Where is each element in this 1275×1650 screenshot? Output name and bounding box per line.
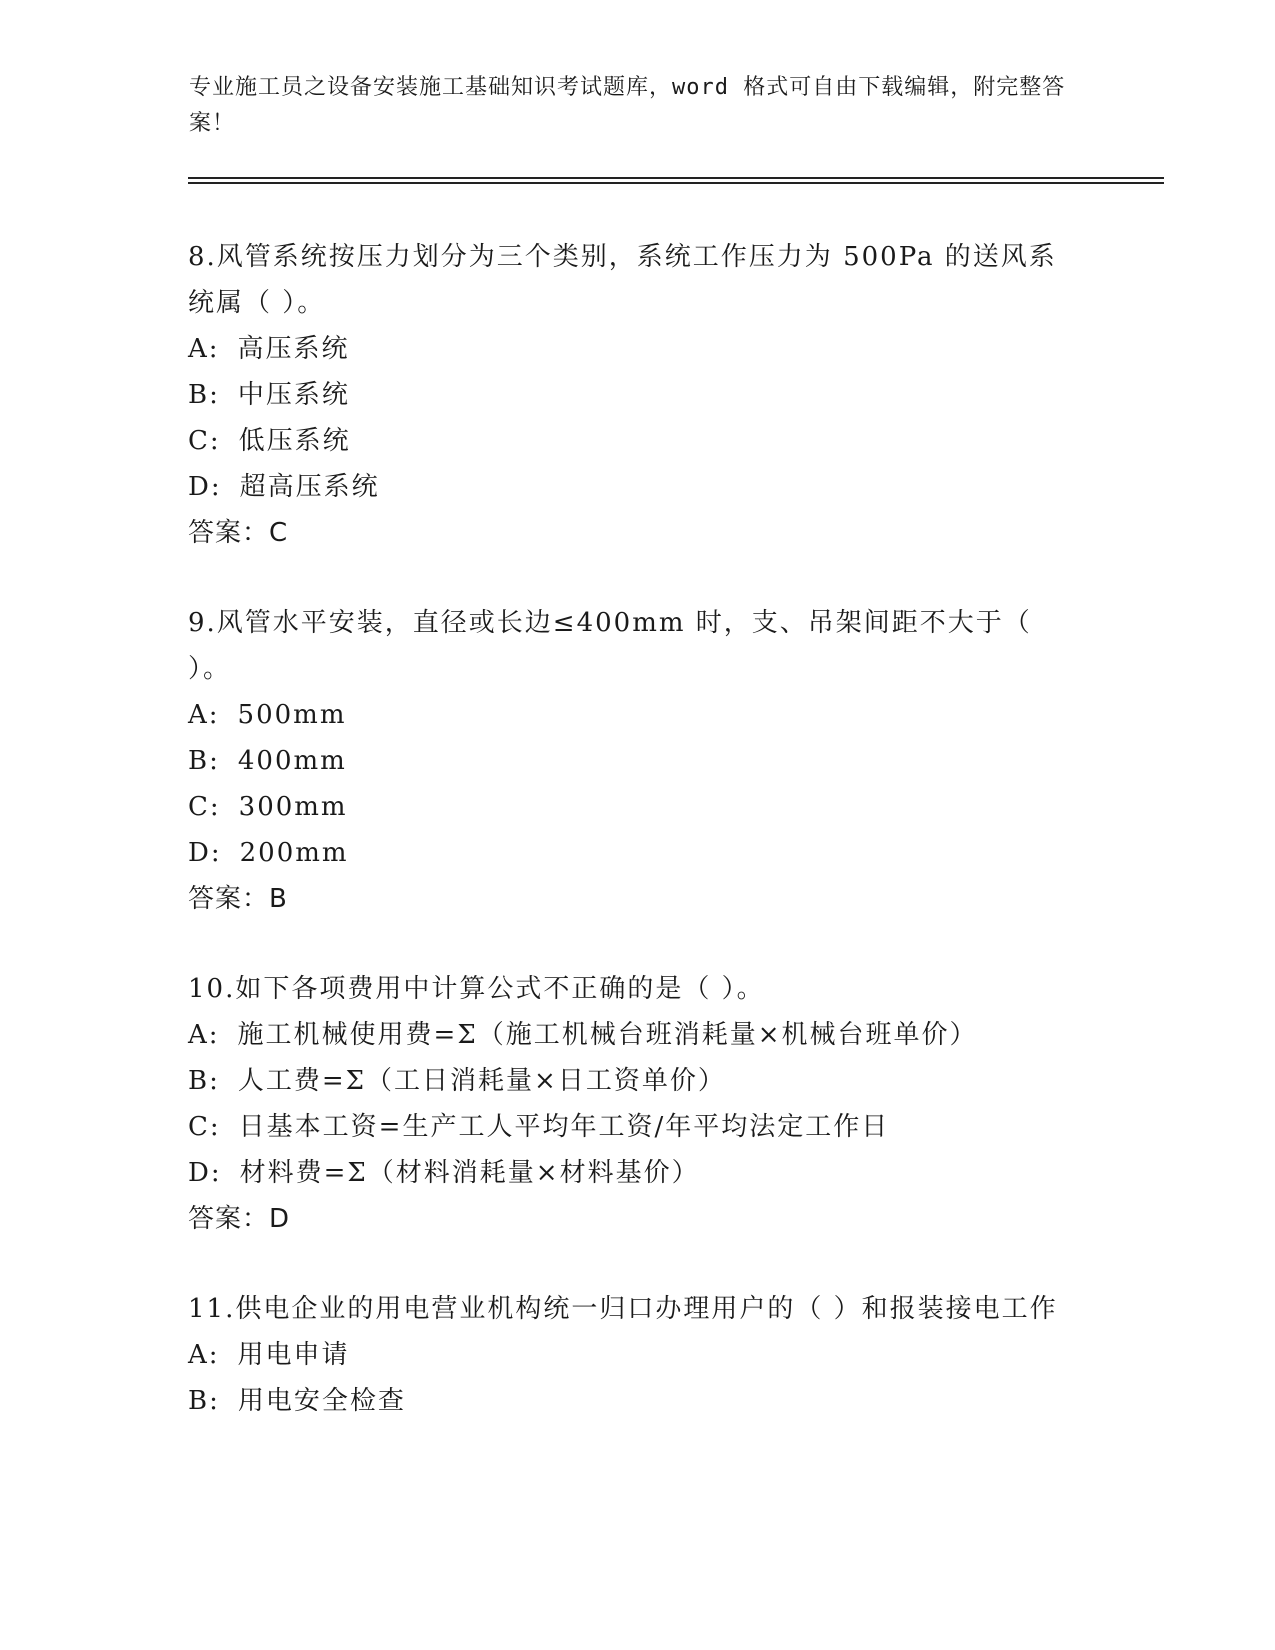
option-letter: B: <box>188 1066 220 1096</box>
option-text: 中压系统 <box>237 380 350 410</box>
answer-line: 答案：C <box>188 518 289 548</box>
answer-line: 答案：D <box>188 1204 291 1234</box>
option-d <box>188 830 1068 876</box>
header-divider-bottom <box>188 182 1164 184</box>
option-b <box>188 372 1068 418</box>
option-letter: C: <box>188 1112 221 1142</box>
option-letter: A: <box>188 700 220 730</box>
option-text: 高压系统 <box>237 334 350 364</box>
question-stem: 8.风管系统按压力划分为三个类别，系统工作压力为 500Pa 的送风系统属（ ）。 <box>188 242 1057 318</box>
option-c <box>188 784 1068 830</box>
option-letter: B: <box>188 1386 220 1416</box>
option-d <box>188 464 1068 510</box>
option-text: 超高压系统 <box>239 472 380 502</box>
header-divider-top <box>188 177 1164 179</box>
document-header: 专业施工员之设备安装施工基础知识考试题库，word 格式可自由下载编辑，附完整答案！ <box>189 75 1066 136</box>
option-text: 500mm <box>237 700 347 730</box>
option-text: 300mm <box>238 792 348 822</box>
option-text: 400mm <box>237 746 347 776</box>
option-b <box>188 1378 1068 1424</box>
option-a <box>188 326 1068 372</box>
option-text: 用电申请 <box>237 1340 350 1370</box>
option-a <box>188 1332 1068 1378</box>
answer-line: 答案：B <box>188 884 288 914</box>
option-b <box>188 738 1068 784</box>
option-text: 材料费=Σ（材料消耗量×材料基价） <box>239 1158 700 1188</box>
option-letter: C: <box>188 792 221 822</box>
option-text: 施工机械使用费=Σ（施工机械台班消耗量×机械台班单价） <box>237 1020 978 1050</box>
option-b <box>188 1058 1068 1104</box>
question-9 <box>188 600 1068 922</box>
option-text: 日基本工资=生产工人平均年工资/年平均法定工作日 <box>238 1112 890 1142</box>
option-letter: D: <box>188 1158 222 1188</box>
option-letter: B: <box>188 746 220 776</box>
option-text: 人工费=Σ（工日消耗量×日工资单价） <box>237 1066 726 1096</box>
option-letter: A: <box>188 1020 220 1050</box>
option-a <box>188 692 1068 738</box>
option-d <box>188 1150 1068 1196</box>
question-10 <box>188 966 1068 1242</box>
question-11 <box>188 1286 1068 1424</box>
question-stem: 9.风管水平安装，直径或长边≤400mm 时，支、吊架间距不大于（ ）。 <box>188 608 1032 684</box>
option-text: 低压系统 <box>238 426 351 456</box>
option-letter: C: <box>188 426 221 456</box>
question-8 <box>188 234 1068 556</box>
option-a <box>188 1012 1068 1058</box>
option-letter: A: <box>188 1340 220 1370</box>
option-letter: A: <box>188 334 220 364</box>
option-text: 200mm <box>239 838 349 868</box>
option-letter: B: <box>188 380 220 410</box>
option-c <box>188 1104 1068 1150</box>
option-letter: D: <box>188 838 222 868</box>
question-stem: 10.如下各项费用中计算公式不正确的是（ ）。 <box>188 974 765 1004</box>
option-letter: D: <box>188 472 222 502</box>
option-text: 用电安全检查 <box>237 1386 406 1416</box>
question-stem: 11.供电企业的用电营业机构统一归口办理用户的（ ）和报装接电工作 <box>188 1294 1058 1324</box>
option-c <box>188 418 1068 464</box>
